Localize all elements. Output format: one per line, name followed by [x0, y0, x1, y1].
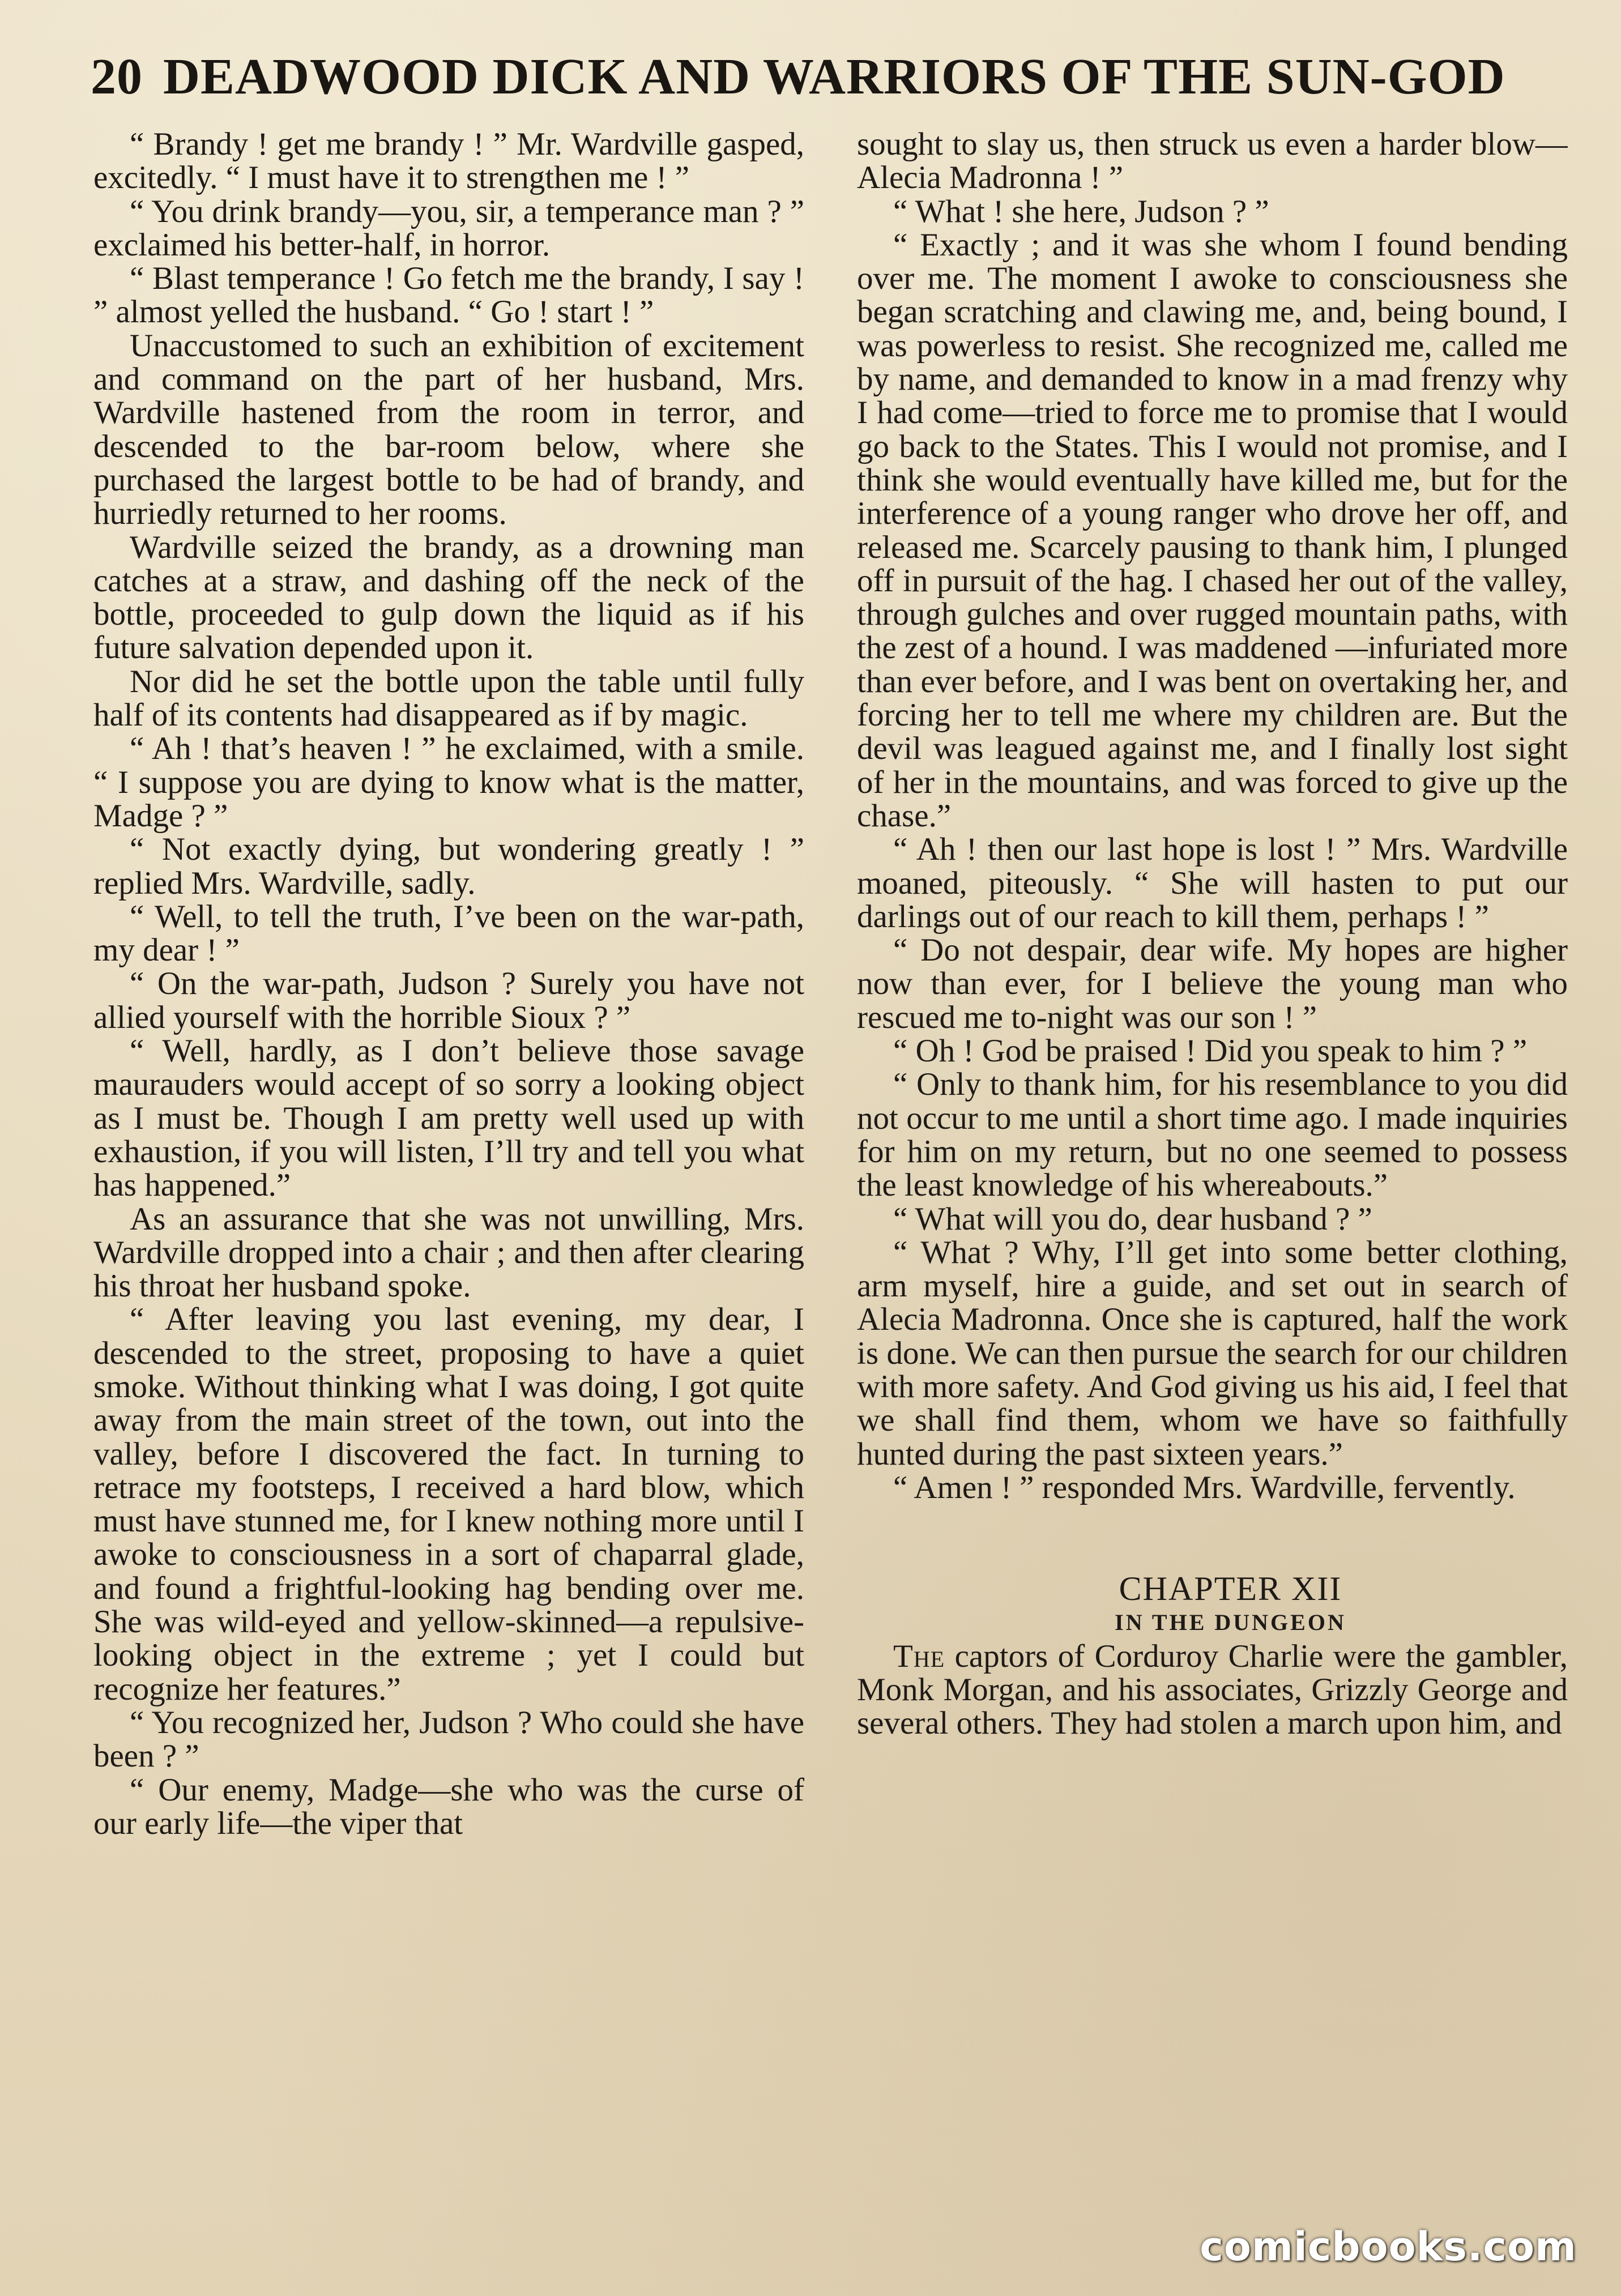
paragraph: “ Do not despair, dear wife. My hopes are higher now than ever, for I believe the young man who rescued me to-night was our son ! ”	[857, 932, 1568, 1035]
paragraph: Nor did he set the bottle upon the table until fully half of its contents had disappeared as if by magic.	[93, 663, 804, 733]
chapter-title: CHAPTER XII	[1119, 1570, 1342, 1608]
chapter-subtitle: IN THE DUNGEON	[1115, 1610, 1346, 1636]
paragraph: “ What ? Why, I’ll get into some better clothing, arm myself, hire a guide, and set out in search of Alecia Madronna. Once she is captured, half the work is done. We can then pursue the search for our children with more safety. And God giving us his aid, I feel that we shall find them, whom we have so faithfully hunted during the past sixteen years.”	[857, 1234, 1568, 1472]
paragraph: Unaccustomed to such an exhibition of excitement and command on the part of her husband, Mrs. Wardville hastened from the room in terror, and descended to the bar-room below, where she purchased the largest bottle to be had of brandy, and hurriedly returned to her rooms.	[93, 327, 804, 532]
opening-text: captors of Corduroy Charlie were the gambler, Monk Morgan, and his associates, Grizzly George and several others. They had stolen a march upon him, and	[857, 1638, 1568, 1742]
paragraph: “ What ! she here, Judson ? ”	[893, 193, 1269, 229]
paragraph: “ Amen ! ” responded Mrs. Wardville, fervently.	[893, 1469, 1516, 1505]
running-header	[91, 40, 1541, 113]
paragraph: “ You recognized her, Judson ? Who could she have been ? ”	[93, 1704, 804, 1774]
paragraph: “ On the war-path, Judson ? Surely you have not allied yourself with the horrible Sioux ? ”	[93, 966, 804, 1035]
paragraph: “ Well, hardly, as I don’t believe those savage maurauders would accept of so sorry a looking object as I must be. Though I am pretty well used up with exhaustion, if you will listen, I’ll try and tell you what has happened.”	[93, 1033, 804, 1204]
site-watermark: comicbooks.com	[1200, 2224, 1577, 2270]
paragraph: “ Well, to tell the truth, I’ve been on the war-path, my dear ! ”	[93, 898, 804, 968]
paragraph: “ Brandy ! get me brandy ! ” Mr. Wardville gasped, excitedly. “ I must have it to strengthen me ! ”	[93, 127, 804, 196]
paragraph: As an assurance that she was not unwilling, Mrs. Wardville dropped into a chair ; and then after clearing his throat her husband spoke.	[93, 1201, 804, 1304]
right-column	[857, 127, 1568, 2217]
paragraph: “ Blast temperance ! Go fetch me the brandy, I say ! ” almost yelled the husband. “ Go ! start ! ”	[93, 261, 804, 330]
paragraph: “ Only to thank him, for his resemblance to you did not occur to me until a short time ago. I made inquiries for him on my return, but no one seemed to possess the least knowledge of his whereabouts.”	[857, 1066, 1568, 1204]
paragraph: “ Our enemy, Madge—she who was the curse of our early life—the viper that	[93, 1772, 804, 1841]
paragraph: “ Not exactly dying, but wondering greatly ! ” replied Mrs. Wardville, sadly.	[93, 831, 804, 901]
paragraph: “ After leaving you last evening, my dear, I descended to the street, proposing to have a quiet smoke. Without thinking what I was doing, I got quite away from the main street of the town, out into the valley, before I discovered the fact. In turning to retrace my footsteps, I received a hard blow, which must have stunned me, for I knew nothing more until I awoke to consciousness in a sort of chaparral glade, and found a frightful-looking hag bending over me. She was wild-eyed and yellow-skinned—a repulsive-looking object in the extreme ; yet I could but recognize her features.”	[93, 1301, 804, 1707]
left-column	[93, 127, 804, 2217]
paragraph: sought to slay us, then struck us even a harder blow—Alecia Madronna ! ”	[857, 127, 1568, 196]
lead-word: The	[893, 1638, 945, 1674]
paragraph: Wardville seized the brandy, as a drowning man catches at a straw, and dashing off the neck of the bottle, proceeded to gulp down the liquid as if his future salvation depended upon it.	[93, 529, 804, 666]
paragraph: “ What will you do, dear husband ? ”	[893, 1201, 1372, 1237]
paragraph: “ Ah ! then our last hope is lost ! ” Mrs. Wardville moaned, piteously. “ She will hasten to put our darlings out of our reach to kill them, perhaps ! ”	[857, 831, 1568, 934]
chapter-heading	[857, 1572, 1568, 1640]
paragraph: “ Oh ! God be praised ! Did you speak to him ? ”	[893, 1033, 1528, 1069]
page-number: 20	[91, 48, 143, 105]
paragraph: “ You drink brandy—you, sir, a temperance man ? ” exclaimed his better-half, in horror.	[93, 193, 804, 263]
chapter-opening-paragraph	[857, 1640, 1568, 1740]
running-title: DEADWOOD DICK AND WARRIORS OF THE SUN-GOD	[163, 48, 1505, 105]
paragraph: “ Ah ! that’s heaven ! ” he exclaimed, with a smile. “ I suppose you are dying to know what is the matter, Madge ? ”	[93, 731, 804, 834]
paragraph: “ Exactly ; and it was she whom I found bending over me. The moment I awoke to consciousness she began scratching and clawing me, and, being bound, I was powerless to resist. She recognized me, called me by name, and demanded to know in a mad frenzy why I had come—tried to force me to promise that I would go back to the States. This I would not promise, and I think she would eventually have killed me, but for the interference of a young ranger who drove her off, and released me. Scarcely pausing to thank him, I plunged off in pursuit of the hag. I chased her out of the valley, through gulches and over rugged mountain paths, with the zest of a hound. I was maddened —infuriated more than ever before, and I was bent on overtaking her, and forcing her to tell me where my children are. But the devil was leagued against me, and I finally lost sight of her in the mountains, and was forced to give up the chase.”	[857, 227, 1568, 834]
